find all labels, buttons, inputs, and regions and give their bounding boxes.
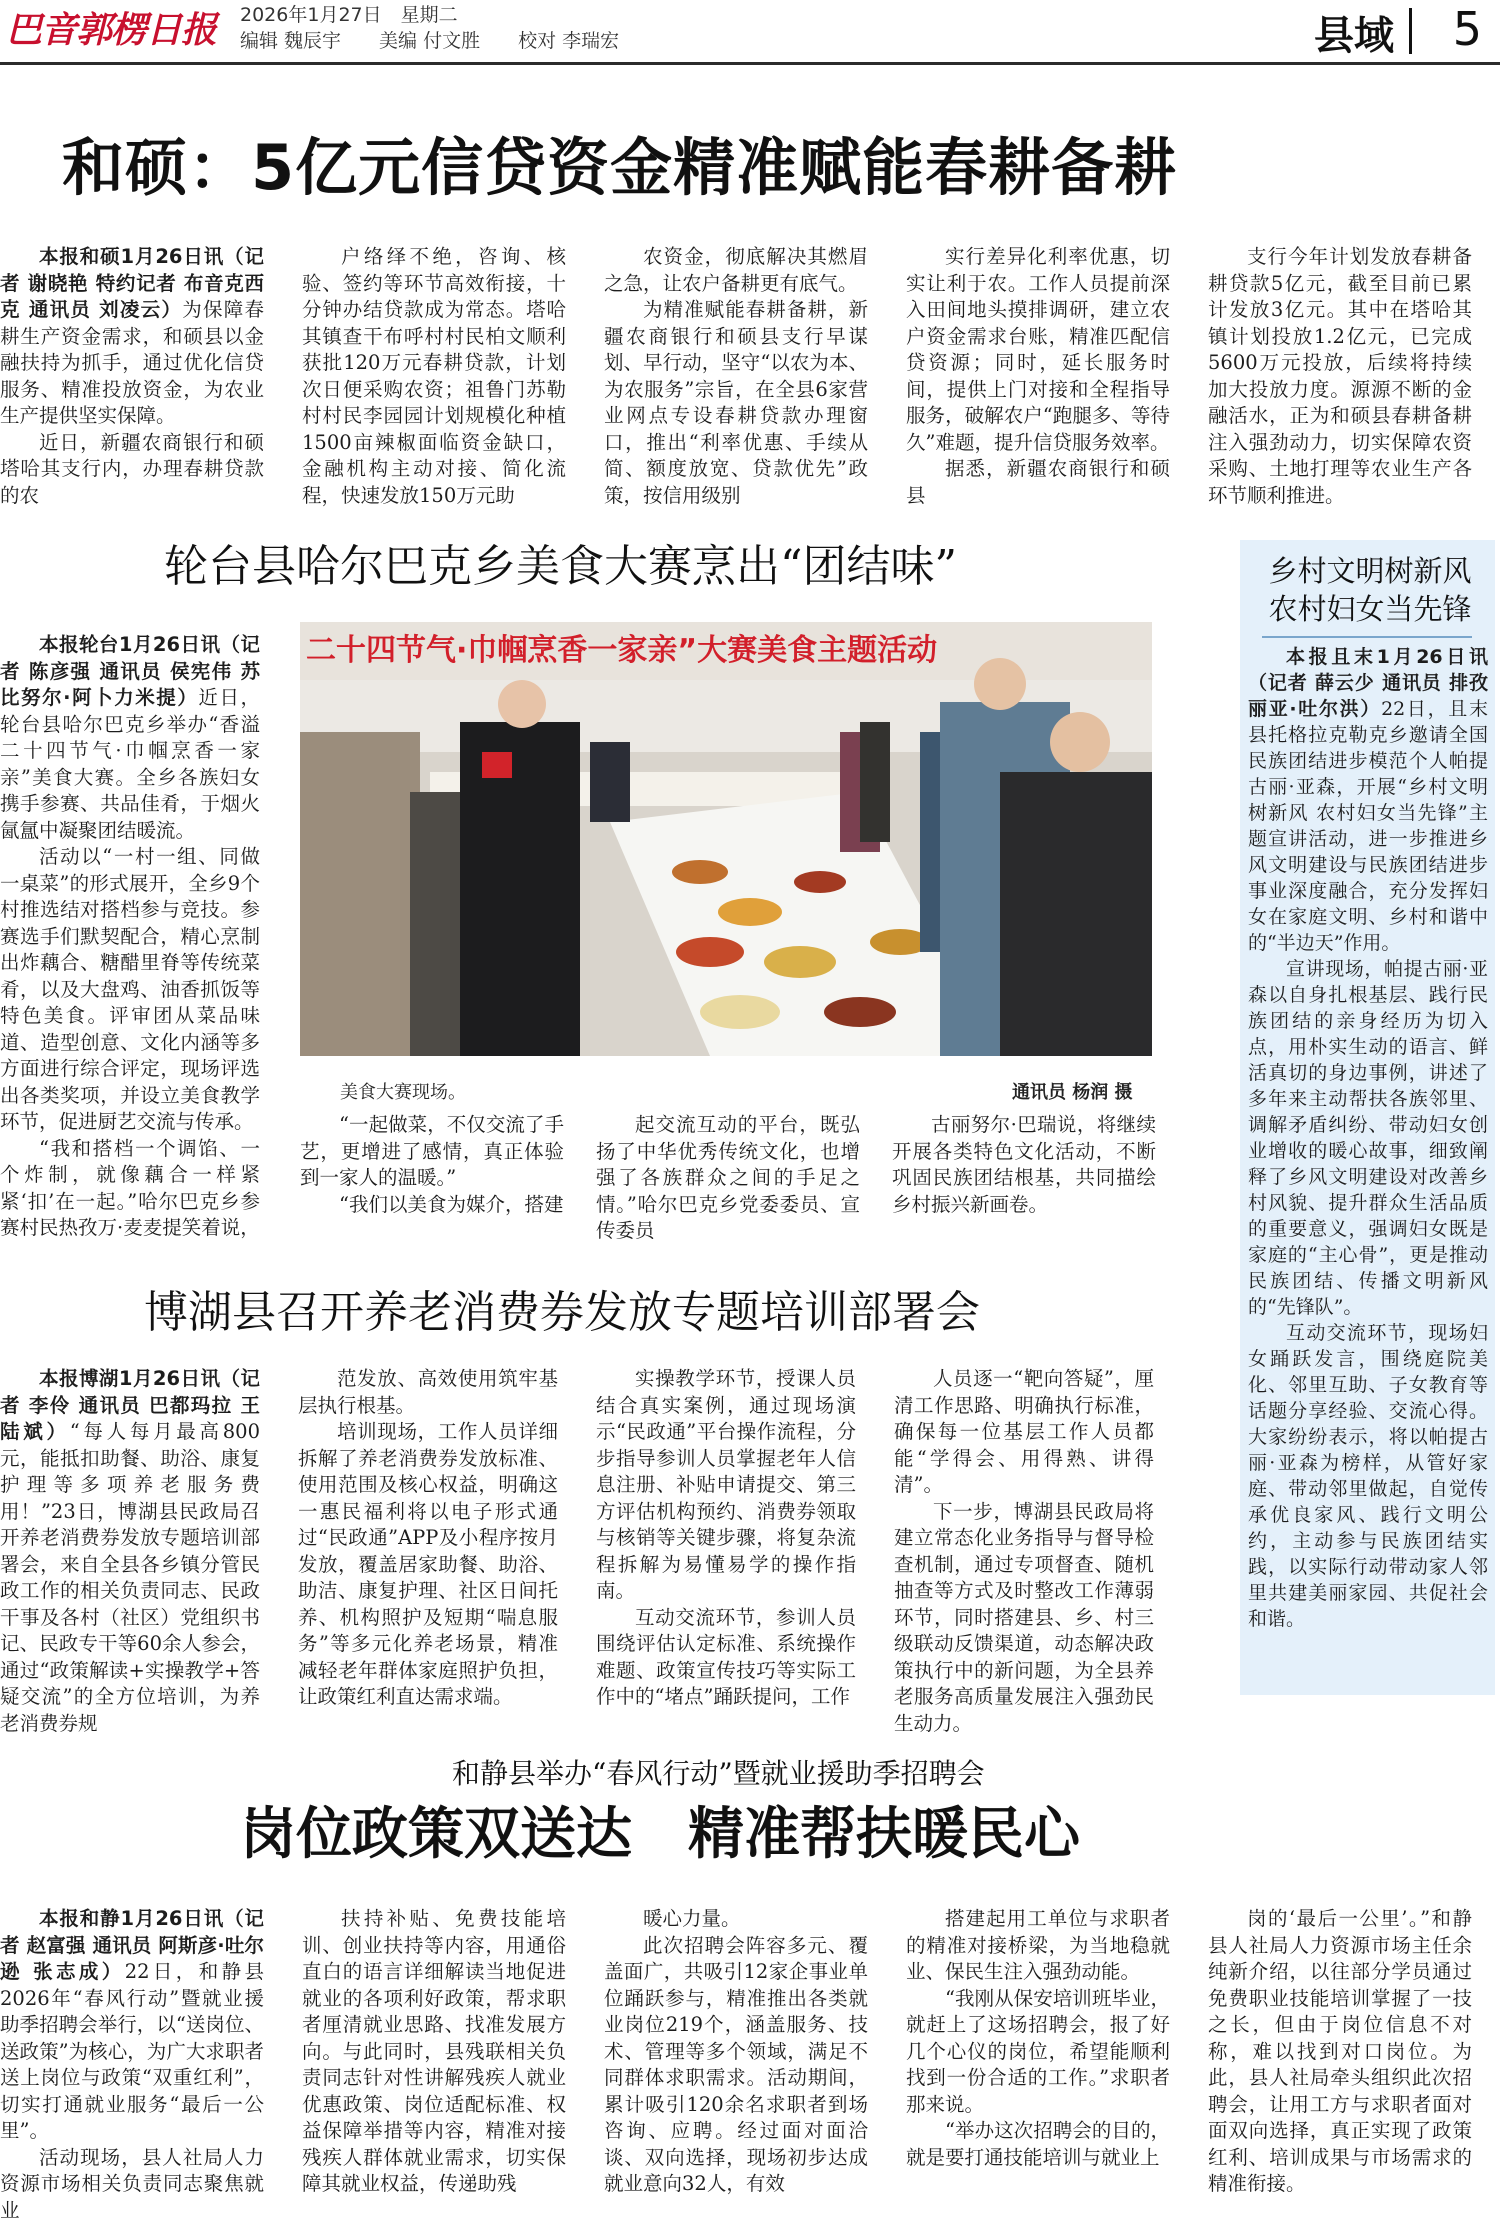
article1-column-4: 实行差异化利率优惠，切实让利于农。工作人员提前深入田间地头摸排调研，建立农户资金需求台账，精准匹配信贷资源；同时，延长服务时间，提供上门对接和全程指导服务，破解农户“跑腿多、等待久”难题，提升信贷服务效率。 据悉，新疆农商银行和硕县	[906, 245, 1170, 507]
article2-column-2: “一起做菜，不仅交流了手艺，更增进了感情，真正体验到一家人的温暖。” “我们以美食为媒介，搭建	[300, 1113, 564, 1216]
article4-column-5: 岗的‘最后一公里’。”和静县人社局人力资源市场主任余纯新介绍，以往部分学员通过免费职业技能培训掌握了一技之长，但由于岗位信息不对称，难以找到对口岗位。为此，县人社局牵头组织此次招聘会，让用工方与求职者面对面双向选择，真正实现了政策红利、培训成果与市场需求的精准衔接。	[1208, 1907, 1472, 2195]
article1-column-1: 本报和硕1月26日讯（记者 谢晓艳 特约记者 布音克西克 通讯员 刘凌云）为保障春耕生产资金需求，和硕县以金融扶持为抓手，通过优化信贷服务、精准投放资金，为农业生产提供坚实保障。 近日，新疆农商银行和硕塔哈其支行内，办理春耕贷款的农	[0, 245, 264, 507]
photo-banner-text: 二十四节气·巾帼烹香一家亲”大赛美食主题活动	[306, 633, 938, 668]
publication-date: 2026年1月27日 星期二	[240, 4, 458, 26]
sidebar-title-line-2: 农村妇女当先锋	[1268, 592, 1472, 626]
article1-column-5: 支行今年计划发放春耕备耕贷款5亿元，截至目前已累计发放3亿元。其中在塔哈其镇计划投放1.2亿元，已完成5600万元投放，后续将持续加大投放力度。源源不断的金融活水，正为和硕县春耕备耕注入强劲动力，切实保障农资采购、土地打理等农业生产各环节顺利推进。	[1208, 245, 1472, 507]
sidebar-divider	[1262, 636, 1472, 638]
section-name: 县域	[1314, 13, 1394, 59]
paper-name: 巴音郭楞日报	[6, 10, 217, 51]
article3-headline: 博湖县召开养老消费券发放专题培训部署会	[144, 1287, 980, 1338]
sidebar-body: 本报且末1月26日讯（记者 薛云少 通讯员 排孜丽亚·吐尔洪）22日，且末县托格拉克勒克乡邀请全国民族团结进步模范个人帕提古丽·亚森，开展“乡村文明树新风 农村妇女当先锋”主题宣讲活动，进一步推进乡风文明建设与民族团结进步事业深度融合，充分发挥妇女在家庭文明、乡村和谐中的“半边天”作用。 宣讲现场，帕提古丽·亚森以自身扎根基层、践行民族团结的亲身经历为切入点，用朴实生动的语言、鲜活真切的身边事例，讲述了多年来主动帮扶各族邻里、调解矛盾纠纷、带动妇女创业增收的暖心故事，细致阐释了乡风文明建设对改善乡村风貌、提升群众生活品质的重要意义，强调妇女既是家庭的“主心骨”，更是推动民族团结、传播文明新风的“先锋队”。 互动交流环节，现场妇女踊跃发言，围绕庭院美化、邻里互助、子女教育等话题分享经验、交流心得。大家纷纷表示，将以帕提古丽·亚森为榜样，从管好家庭、带动邻里做起，自觉传承优良家风、践行文明公约，主动参与民族团结实践，以实际行动带动家人邻里共建美丽家园、共促社会和谐。	[1248, 646, 1489, 1630]
article1-column-3: 农资金，彻底解决其燃眉之急，让农户备耕更有底气。 为精准赋能春耕备耕，新疆农商银行和硕县支行早谋划、早行动，坚守“以农为本、为农服务”宗旨，在全县6家营业网点专设春耕贷款办理窗口，推出“利率优惠、手续从简、额度放宽、贷款优先”政策，按信用级别	[604, 245, 868, 507]
article4-column-3: 暖心力量。 此次招聘会阵容多元、覆盖面广，共吸引12家企事业单位踊跃参与，精准推出各类就业岗位219个，涵盖服务、技术、管理等多个领域，满足不同群体求职需求。活动期间，累计吸引120余名求职者到场咨询、应聘。经过面对面洽谈、双向选择，现场初步达成就业意向32人，有效	[604, 1907, 868, 2195]
article3-column-4: 人员逐一“靶向答疑”，厘清工作思路、明确执行标准，确保每一位基层工作人员都能“学得会、用得熟、讲得清”。 下一步，博湖县民政局将建立常态化业务指导与督导检查机制，通过专项督查、随机抽查等方式及时整改工作薄弱环节，同时搭建县、乡、村三级联动反馈渠道，动态解决政策执行中的新问题，为全县养老服务高质量发展注入强劲民生动力。	[894, 1367, 1154, 1735]
article3-column-2: 范发放、高效使用筑牢基层执行根基。 培训现场，工作人员详细拆解了养老消费券发放标准、使用范围及核心权益，明确这一惠民福利将以电子形式通过“民政通”APP及小程序按月发放，覆盖居家助餐、助浴、助洁、康复护理、社区日间托养、机构照护及短期“喘息服务”等多元化养老场景，精准减轻老年群体家庭照护负担，让政策红利直达需求端。	[298, 1367, 558, 1708]
page-number: 5	[1452, 2, 1482, 56]
article2-column-3: 起交流互动的平台，既弘扬了中华优秀传统文化，也增强了各族群众之间的手足之情。”哈尔巴克乡党委委员、宣传委员	[596, 1113, 860, 1242]
photo-caption: 美食大赛现场。	[340, 1082, 466, 1103]
article2-column-4: 古丽努尔·巴瑞说，将继续开展各类特色文化活动，不断巩固民族团结根基，共同描绘乡村振兴新画卷。	[892, 1113, 1156, 1216]
article2-headline: 轮台县哈尔巴克乡美食大赛烹出“团结味”	[164, 541, 957, 592]
article3-column-3: 实操教学环节，授课人员结合真实案例，通过现场演示“民政通”平台操作流程，分步指导参训人员掌握老年人信息注册、补贴申请提交、第三方评估机构预约、消费券领取与核销等关键步骤，将复杂流程拆解为易懂易学的操作指南。 互动交流环节，参训人员围绕评估认定标准、系统操作难题、政策宣传技巧等实际工作中的“堵点”踊跃提问，工作	[596, 1367, 856, 1708]
article3-column-1: 本报博湖1月26日讯（记者 李伶 通讯员 巴都玛拉 王陆斌）“每人每月最高800元，能抵扣助餐、助浴、康复护理等多项养老服务费用！”23日，博湖县民政局召开养老消费券发放专题培训部署会，来自全县各乡镇分管民政工作的相关负责同志、民政干事及各村（社区）党组织书记、民政专干等60余人参会，通过“政策解读+实操教学+答疑交流”的全方位培训，为养老消费券规	[0, 1367, 260, 1735]
sidebar-title	[1250, 552, 1490, 628]
article4-column-2: 扶持补贴、免费技能培训、创业扶持等内容，用通俗直白的语言详细解读当地促进就业的各项利好政策，帮求职者厘清就业思路、找准发展方向。与此同时，县残联相关负责同志针对性讲解残疾人就业优惠政策、岗位适配标准、权益保障举措等内容，精准对接残疾人群体就业需求，切实保障其就业权益，传递助残	[302, 1907, 566, 2195]
cooking-contest-photo	[300, 622, 1152, 1056]
photo-credit: 通讯员 杨润 摄	[1012, 1082, 1133, 1103]
article4-kicker: 和静县举办“春风行动”暨就业援助季招聘会	[452, 1757, 985, 1790]
article1-column-2: 户络绎不绝，咨询、核验、签约等环节高效衔接，十分钟办结贷款成为常态。塔哈其镇查干布呼村村民柏文顺利获批120万元春耕贷款，计划次日便采购农资；祖鲁门苏勒村村民李园园计划规模化种植1500亩辣椒面临资金缺口，金融机构主动对接、简化流程，快速发放150万元助	[302, 245, 566, 507]
masthead	[0, 0, 1500, 65]
staff-credits: 编辑 魏辰宇 美编 付文胜 校对 李瑞宏	[240, 30, 620, 52]
article1-headline: 和硕：5亿元信贷资金精准赋能春耕备耕	[62, 131, 1178, 204]
article4-headline: 岗位政策双送达 精准帮扶暖民心	[240, 1801, 1080, 1867]
article2-column-1: 本报轮台1月26日讯（记者 陈彦强 通讯员 侯宪伟 苏比努尔·阿卜力米提）近日，轮台县哈尔巴克乡举办“香溢二十四节气·巾帼烹香一家亲”美食大赛。全乡各族妇女携手参赛、共品佳肴，于烟火氤氲中凝聚团结暖流。 活动以“一村一组、同做一桌菜”的形式展开，全乡9个村推选结对搭档参与竞技。参赛选手们默契配合，精心烹制出炸藕合、糖醋里脊等传统菜肴，以及大盘鸡、油香抓饭等特色美食。评审团从菜品味道、造型创意、文化内涵等多方面进行综合评定，现场评选出各类奖项，并设立美食教学环节，促进厨艺交流与传承。 “我和搭档一个调馅、一个炸制，就像藕合一样紧紧‘扣’在一起。”哈尔巴克乡参赛村民热孜万·麦麦提笑着说，	[0, 633, 260, 1239]
article4-column-4: 搭建起用工单位与求职者的精准对接桥梁，为当地稳就业、保民生注入强劲动能。 “我刚从保安培训班毕业，就赶上了这场招聘会，报了好几个心仪的岗位，希望能顺利找到一份合适的工作。”求职者那来说。 “举办这次招聘会的目的，就是要打通技能培训与就业上	[906, 1907, 1170, 2169]
section-divider	[1409, 8, 1412, 54]
sidebar-title-line-1: 乡村文明树新风	[1268, 554, 1472, 588]
article4-column-1: 本报和静1月26日讯（记者 赵富强 通讯员 阿斯彦·吐尔逊 张志成）22日，和静县2026年“春风行动”暨就业援助季招聘会举行，以“送岗位、送政策”为核心，为广大求职者送上岗位与政策“双重红利”，切实打通就业服务“最后一公里”。 活动现场，县人社局人力资源市场相关负责同志聚焦就业	[0, 1907, 264, 2222]
